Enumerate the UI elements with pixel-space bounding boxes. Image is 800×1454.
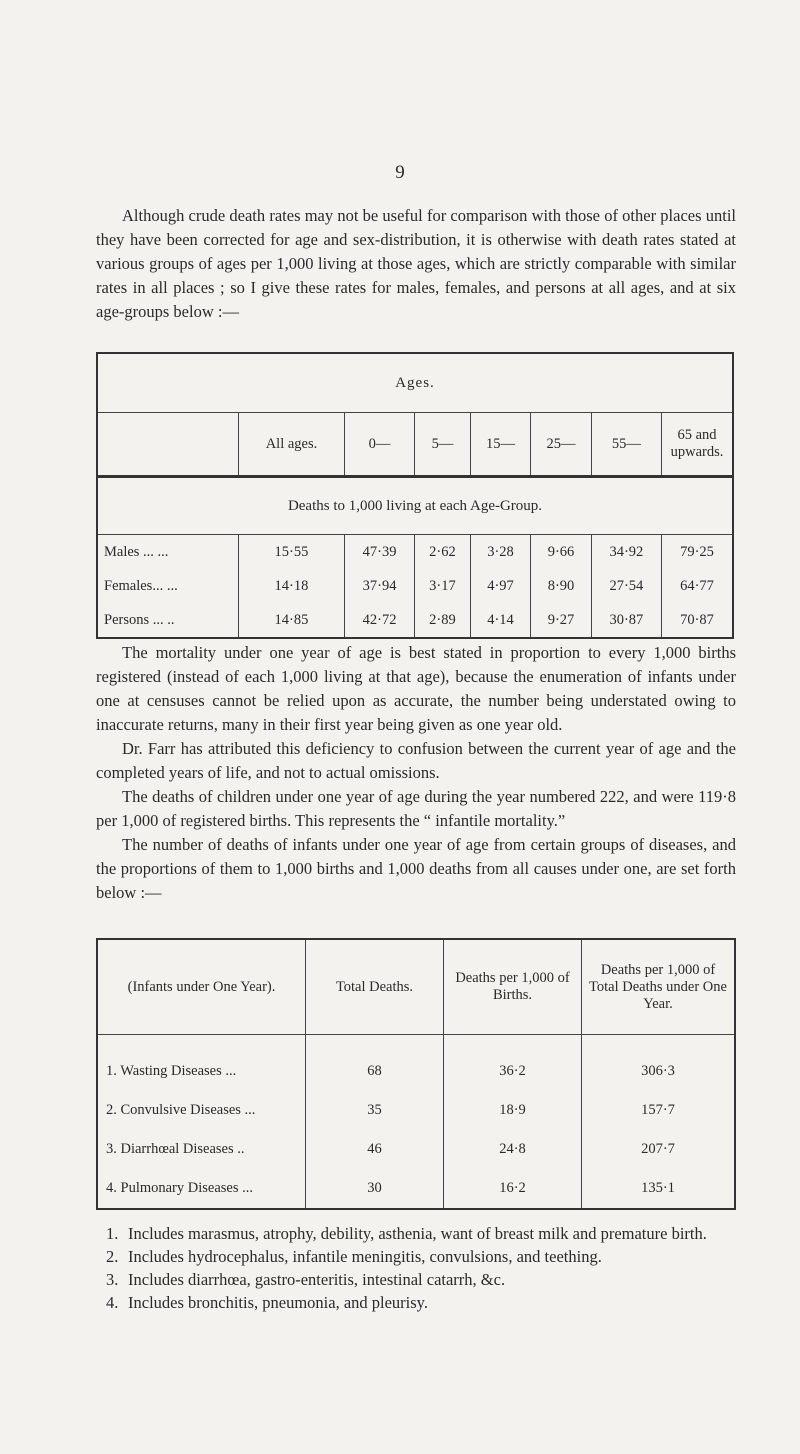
infant-deaths-paragraph: The deaths of children under one year of age during the year numbered 222, and were 119·8 per 1,000 of registered births. This represents the “ infantile mortality.” (96, 787, 736, 830)
table-cell: 30·87 (591, 603, 661, 638)
footnote (106, 1245, 746, 1268)
table-cell: 3·17 (415, 569, 471, 603)
table-cell: 3·28 (470, 535, 530, 570)
table-cell: 36·2 (444, 1035, 582, 1092)
footnote-text: Includes diarrhœa, gastro-enteritis, intestinal catarrh, &c. (128, 1270, 506, 1289)
table-cell: 2·89 (415, 603, 471, 638)
footnote (106, 1268, 746, 1291)
table-row (97, 569, 733, 603)
table-cell: 14·18 (239, 569, 345, 603)
table-cell: 15·55 (239, 535, 345, 570)
page-number: 9 (395, 162, 405, 183)
column-header-row (97, 939, 735, 1035)
table-row (97, 1035, 735, 1092)
blank-header-cell (97, 413, 239, 477)
row-label: 3. Diarrhœal Diseases .. (97, 1130, 306, 1169)
footnote-number: 4. (106, 1293, 119, 1312)
table-row (97, 603, 733, 638)
table-cell: 47·39 (344, 535, 414, 570)
column-header: Deaths per 1,000 of Total Deaths under One Year. (582, 939, 736, 1035)
column-header: 5— (415, 413, 471, 477)
table-cell: 207·7 (641, 1141, 675, 1157)
table-cell: 9·27 (531, 603, 591, 638)
column-header: (Infants under One Year). (97, 939, 306, 1035)
table-cell: 35 (306, 1091, 444, 1130)
table-cell: 9·66 (531, 535, 591, 570)
ages-heading: Ages. (97, 353, 733, 413)
table-row (97, 1169, 735, 1209)
footnote (106, 1291, 746, 1314)
table-cell: 16·2 (444, 1169, 582, 1209)
table-cell: 157·7 (641, 1102, 675, 1118)
table-cell: 4·14 (470, 603, 530, 638)
farr-paragraph: Dr. Farr has attributed this deficiency to confusion between the current year of age and the completed years of life, and not to actual omissions. (96, 739, 736, 782)
mortality-paragraph: The mortality under one year of age is best stated in proportion to every 1,000 births registered (instead of each 1,000 living at that age), because the enumeration of infants under one at censuses cannot be relied upon as accurate, the number being understated owing to inaccurate returns, many in their first year being given as one year old. (96, 643, 736, 734)
footnote-text: Includes marasmus, atrophy, debility, asthenia, want of breast milk and premature birth. (128, 1224, 707, 1243)
table-cell: 37·94 (344, 569, 414, 603)
footnote-text: Includes hydrocephalus, infantile meningitis, convulsions, and teething. (128, 1247, 602, 1266)
table-subheading: Deaths to 1,000 living at each Age-Group. (97, 477, 733, 535)
death-rates-table (96, 352, 734, 639)
column-header: 0— (344, 413, 414, 477)
table-cell: 24·8 (444, 1130, 582, 1169)
footnote-number: 2. (106, 1247, 119, 1266)
table-cell: 42·72 (344, 603, 414, 638)
footnote (106, 1222, 746, 1245)
row-label: Males ... ... (97, 535, 239, 570)
column-header: Total Deaths. (306, 939, 444, 1035)
table-cell: 68 (306, 1035, 444, 1092)
table-cell: 79·25 (680, 543, 714, 560)
table-cell: 46 (306, 1130, 444, 1169)
column-header: Deaths per 1,000 of Births. (444, 939, 582, 1035)
infant-deaths-table (96, 938, 736, 1210)
table-cell: 18·9 (444, 1091, 582, 1130)
row-label: Persons ... .. (97, 603, 239, 638)
table-cell: 8·90 (531, 569, 591, 603)
table-cell: 14·85 (239, 603, 345, 638)
table-cell: 70·87 (680, 611, 714, 628)
table-cell: 34·92 (591, 535, 661, 570)
disease-groups-paragraph: The number of deaths of infants under one year of age from certain groups of diseases, and the proportions of them to 1,000 births and 1,000 deaths from all causes under one, are set forth below :— (96, 835, 736, 902)
column-header: 65 and upwards. (670, 427, 724, 460)
intro-paragraph: Although crude death rates may not be useful for comparison with those of other places until they have been corrected for age and sex-distribution, it is otherwise with death rates stated at various groups of ages per 1,000 living at those ages, which are strictly comparable with similar rates in all places ; so I give these rates for males, females, and persons at all ages, and at six age-groups below :— (96, 206, 736, 321)
footnote-text: Includes bronchitis, pneumonia, and pleurisy. (128, 1293, 428, 1312)
table-cell: 135·1 (641, 1180, 675, 1196)
footnote-number: 3. (106, 1270, 119, 1289)
row-label: Females... ... (97, 569, 239, 603)
table-cell: 64·77 (680, 577, 714, 594)
column-header-row (97, 413, 733, 477)
table-row (97, 1130, 735, 1169)
table-row (97, 1091, 735, 1130)
column-header: 55— (591, 413, 661, 477)
table-cell: 306·3 (641, 1063, 675, 1079)
footnotes (106, 1222, 746, 1314)
table-row (97, 535, 733, 570)
row-label: 4. Pulmonary Diseases ... (97, 1169, 306, 1209)
column-header: All ages. (239, 413, 345, 477)
row-label: 2. Convulsive Diseases ... (97, 1091, 306, 1130)
footnote-number: 1. (106, 1224, 119, 1243)
column-header: 15— (470, 413, 530, 477)
table-cell: 4·97 (470, 569, 530, 603)
table-cell: 2·62 (415, 535, 471, 570)
table-cell: 27·54 (591, 569, 661, 603)
column-header: 25— (531, 413, 591, 477)
row-label: 1. Wasting Diseases ... (97, 1035, 306, 1092)
table-cell: 30 (306, 1169, 444, 1209)
